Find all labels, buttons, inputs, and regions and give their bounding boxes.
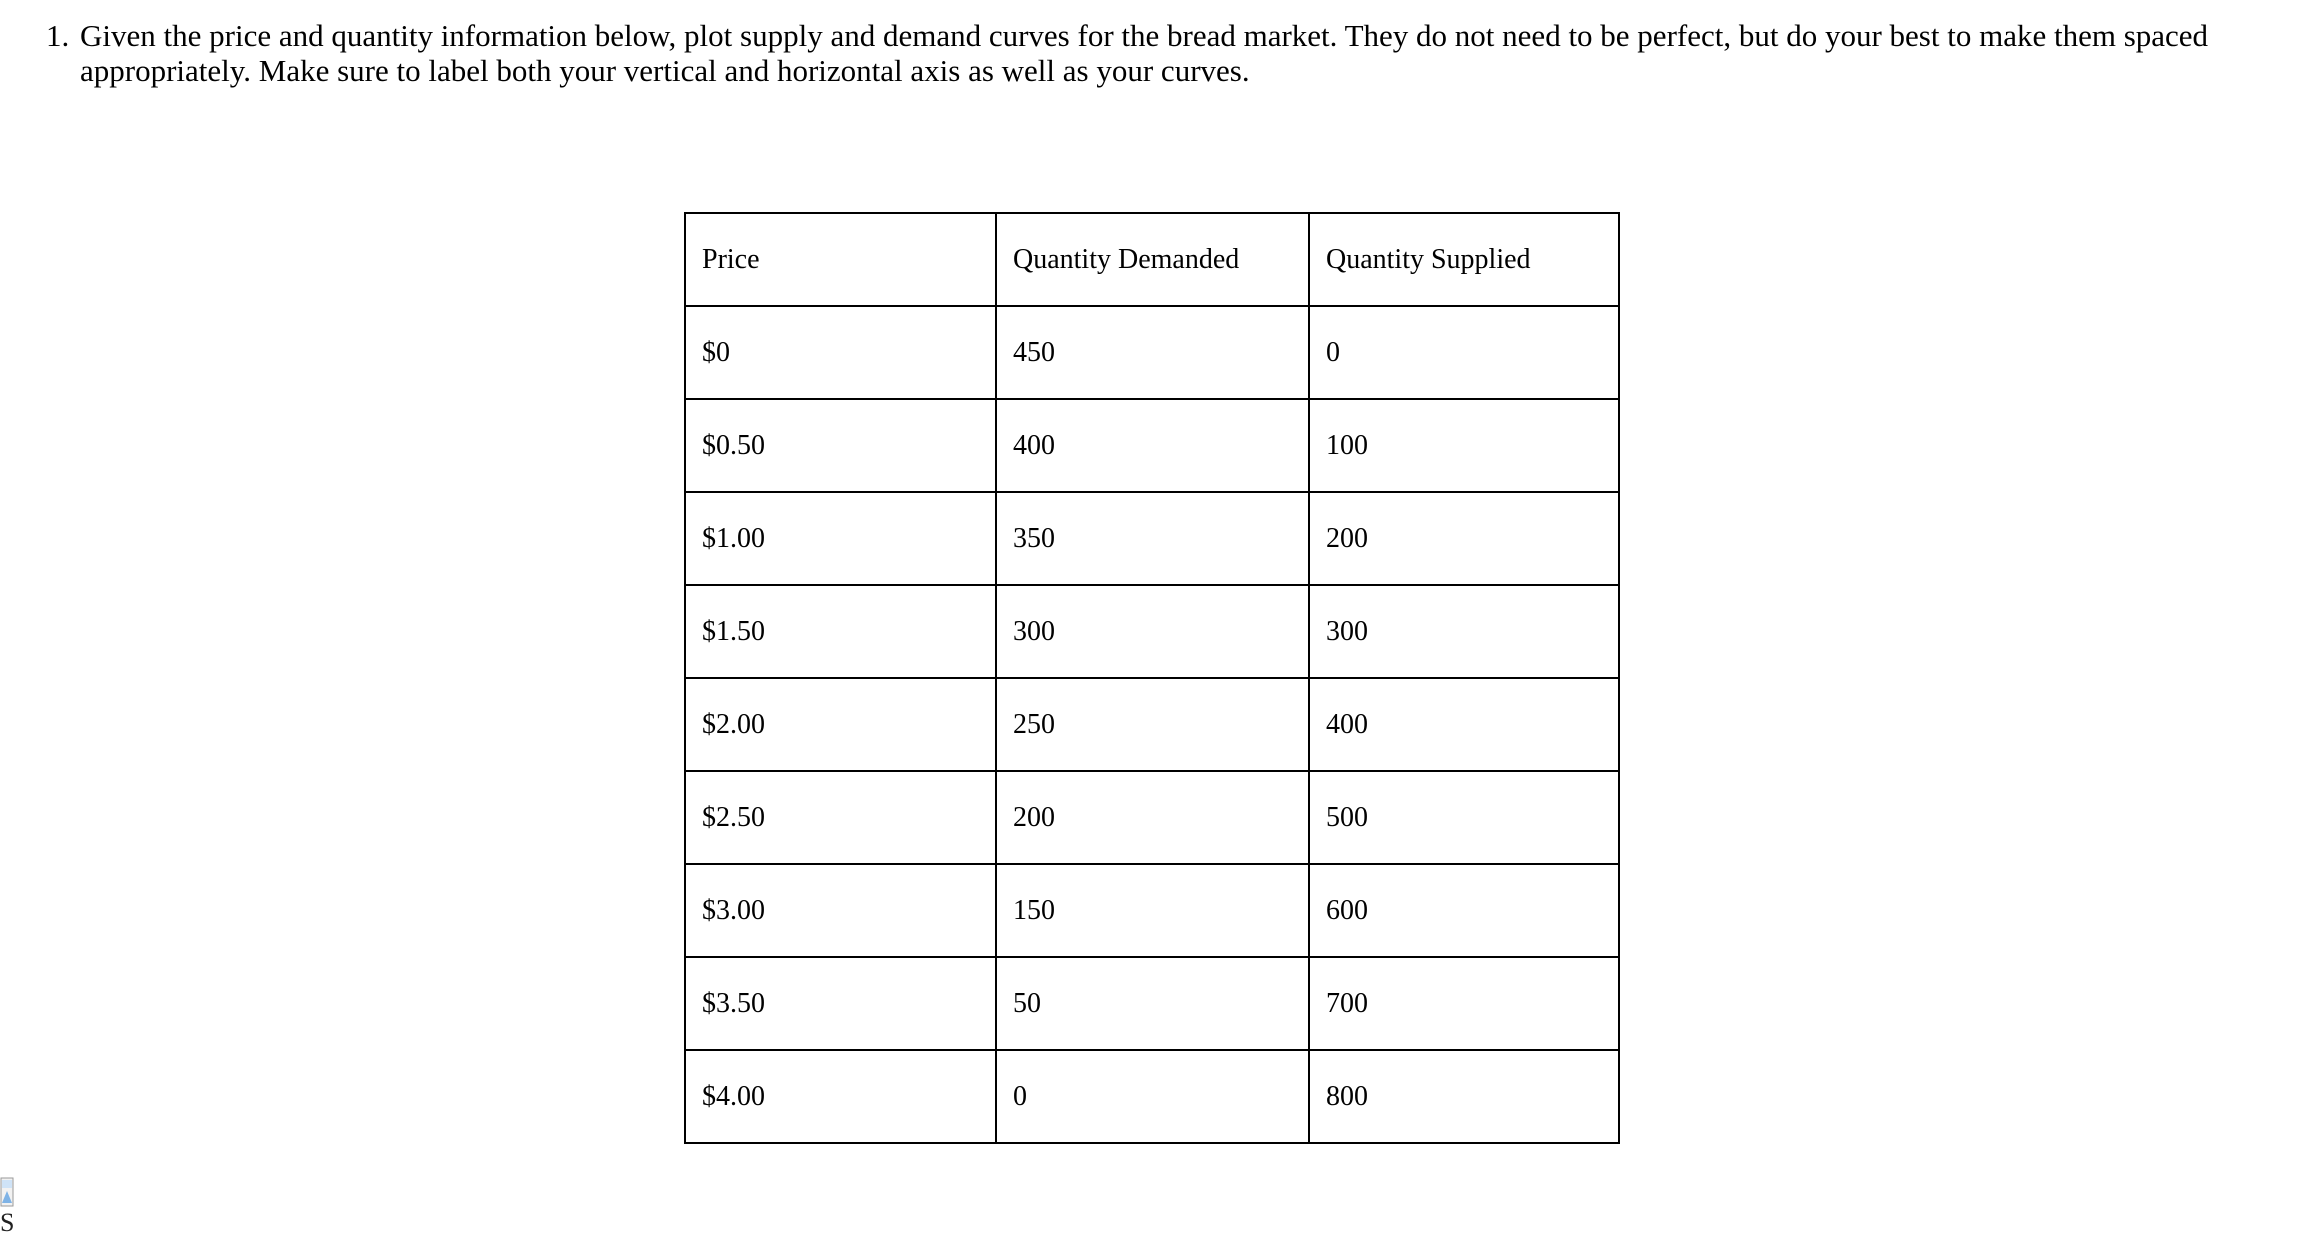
table-row (685, 678, 1619, 771)
table-row (685, 1050, 1619, 1143)
header-quantity-supplied: Quantity Supplied (1309, 213, 1619, 306)
quantity-demanded-cell: 200 (996, 771, 1309, 864)
quantity-demanded-cell: 0 (996, 1050, 1309, 1143)
quantity-supplied-cell: 200 (1309, 492, 1619, 585)
price-cell: $1.00 (685, 492, 996, 585)
quantity-supplied-cell: 700 (1309, 957, 1619, 1050)
quantity-supplied-cell: 100 (1309, 399, 1619, 492)
question-text: Given the price and quantity information below, plot supply and demand curves for the bread market. They do not need to be perfect, but do your best to make them spaced appropriately. Make sure to label both your vertical and horizontal axis as well as your curves. (80, 18, 2209, 88)
header-quantity-demanded: Quantity Demanded (996, 213, 1309, 306)
table-row (685, 771, 1619, 864)
price-cell: $2.50 (685, 771, 996, 864)
quantity-supplied-cell: 300 (1309, 585, 1619, 678)
table-row (685, 306, 1619, 399)
broken-image-icon (0, 1177, 14, 1207)
question-prompt (46, 18, 2296, 88)
header-price: Price (685, 213, 996, 306)
price-cell: $4.00 (685, 1050, 996, 1143)
quantity-supplied-cell: 600 (1309, 864, 1619, 957)
quantity-demanded-cell: 250 (996, 678, 1309, 771)
quantity-demanded-cell: 400 (996, 399, 1309, 492)
price-cell: $2.00 (685, 678, 996, 771)
quantity-supplied-cell: 500 (1309, 771, 1619, 864)
table-header-row (685, 213, 1619, 306)
quantity-demanded-cell: 350 (996, 492, 1309, 585)
quantity-demanded-cell: 150 (996, 864, 1309, 957)
price-cell: $1.50 (685, 585, 996, 678)
quantity-supplied-cell: 800 (1309, 1050, 1619, 1143)
table-row (685, 957, 1619, 1050)
price-cell: $0 (685, 306, 996, 399)
price-cell: $0.50 (685, 399, 996, 492)
price-cell: $3.00 (685, 864, 996, 957)
quantity-demanded-cell: 300 (996, 585, 1309, 678)
table-row (685, 585, 1619, 678)
quantity-supplied-cell: 400 (1309, 678, 1619, 771)
broken-image-alt-text: S (0, 1208, 15, 1237)
question-number: 1. (46, 18, 70, 53)
table-row (685, 864, 1619, 957)
table-row (685, 399, 1619, 492)
quantity-supplied-cell: 0 (1309, 306, 1619, 399)
price-quantity-table (684, 212, 1620, 1144)
quantity-demanded-cell: 450 (996, 306, 1309, 399)
price-cell: $3.50 (685, 957, 996, 1050)
quantity-demanded-cell: 50 (996, 957, 1309, 1050)
table-row (685, 492, 1619, 585)
